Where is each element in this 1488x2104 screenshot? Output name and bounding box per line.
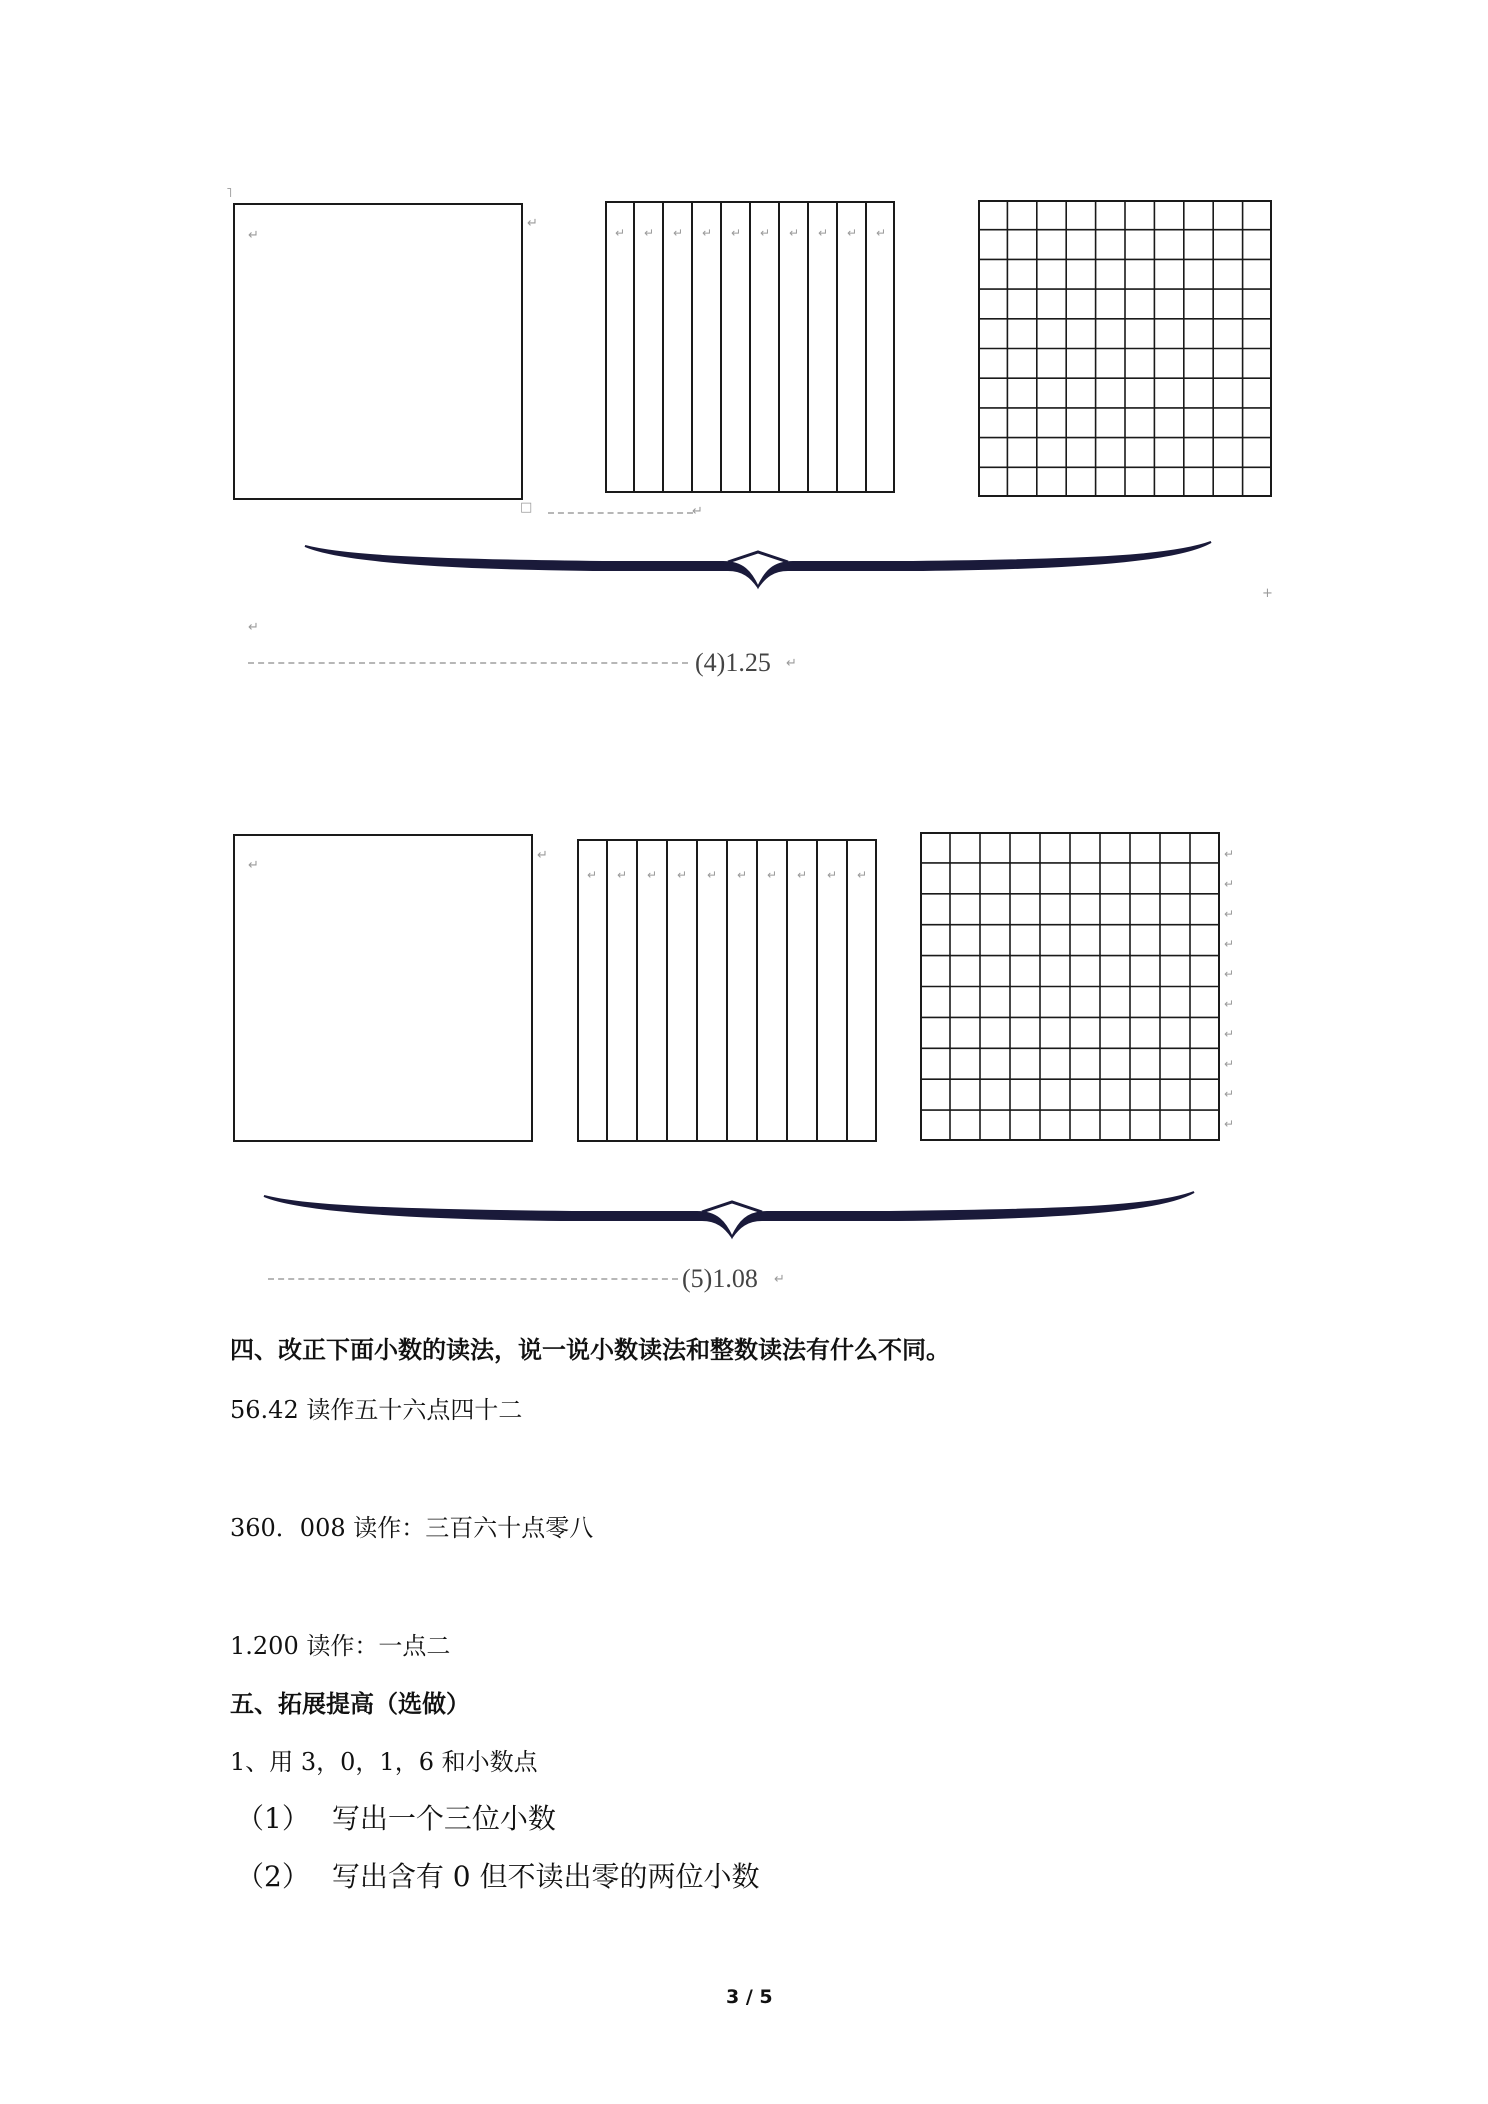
curly-brace [262,1182,1196,1242]
sub-question-number: （1） [236,1802,310,1835]
return-mark-icon: ↵ [760,226,771,240]
return-mark-column [1222,840,1242,1140]
return-mark-icon: ↵ [786,656,797,671]
return-mark-icon: ↵ [1224,1087,1235,1101]
whole-square [233,834,533,1142]
return-mark-icon: ↵ [876,226,887,240]
return-mark-icon: ↵ [857,868,868,882]
sub-question-number: （2） [236,1860,310,1893]
return-mark-icon: ↵ [647,868,658,882]
return-mark-icon: ↵ [677,868,688,882]
return-mark-icon: ↵ [1224,907,1235,921]
return-mark-icon: ↵ [789,226,800,240]
return-mark-icon: ↵ [774,1272,785,1287]
curly-brace [303,532,1213,592]
return-mark-icon: ↵ [1224,1117,1235,1131]
return-mark-icon: ↵ [1224,877,1235,891]
return-mark-icon: ↵ [767,868,778,882]
section-5-heading: 五、拓展提高（选做） [230,1690,470,1718]
hundredths-grid [978,200,1272,497]
return-mark-icon: ↵ [248,620,259,635]
section-4-heading: 四、改正下面小数的读法，说一说小数读法和整数读法有什么不同。 [230,1336,950,1364]
return-mark-icon: ↵ [587,868,598,882]
sub-question-2 [236,1855,759,1895]
return-mark-icon: ↵ [692,504,703,519]
sub-question-1 [236,1797,556,1837]
dotted-leader [248,662,688,664]
return-mark-icon: ↵ [527,216,538,231]
figure-label: (4)1.25 [695,648,771,677]
return-mark-icon: ↵ [847,226,858,240]
reading-item-1: 56.42 读作五十六点四十二 [230,1396,523,1424]
hundredths-grid [920,832,1220,1141]
tenths-grid [577,839,877,1142]
sub-question-text: 写出含有 0 但不读出零的两位小数 [331,1860,760,1893]
return-mark-icon: ↵ [1224,967,1235,981]
return-mark-icon: ↵ [615,226,626,240]
return-mark-icon: ↵ [644,226,655,240]
figure-label: (5)1.08 [682,1264,758,1293]
return-mark-icon: ↵ [673,226,684,240]
return-mark-icon: ↵ [1224,847,1235,861]
dotted-leader [268,1278,678,1280]
return-mark-icon: ↵ [702,226,713,240]
return-mark-icon: ↵ [248,858,259,873]
anchor-mark-icon: □ [520,500,533,515]
return-mark-icon: ↵ [1224,937,1235,951]
question-1: 1、用 3，0，1，6 和小数点 [230,1748,538,1776]
return-mark-icon: ↵ [617,868,628,882]
return-mark-icon: ↵ [707,868,718,882]
return-mark-icon: ↵ [827,868,838,882]
sub-question-text: 写出一个三位小数 [331,1802,556,1835]
return-mark-icon: ↵ [731,226,742,240]
return-mark-icon: ↵ [1224,1057,1235,1071]
anchor-mark-icon: ˥ [226,186,233,201]
return-mark-icon: ↵ [537,848,548,863]
tenths-grid [605,201,895,493]
return-mark-icon: ↵ [797,868,808,882]
whole-square [233,203,523,500]
return-mark-icon: ↵ [1224,997,1235,1011]
return-mark-icon: ↵ [248,228,259,243]
return-mark-icon: ↵ [818,226,829,240]
dotted-leader [548,512,693,514]
return-mark-icon: ↵ [737,868,748,882]
reading-item-2: 360．008 读作：三百六十点零八 [230,1514,594,1542]
reading-item-3: 1.200 读作：一点二 [230,1632,451,1660]
anchor-mark-icon: + [1262,586,1273,601]
page-number: 3 / 5 [726,1986,773,2008]
return-mark-icon: ↵ [1224,1027,1235,1041]
